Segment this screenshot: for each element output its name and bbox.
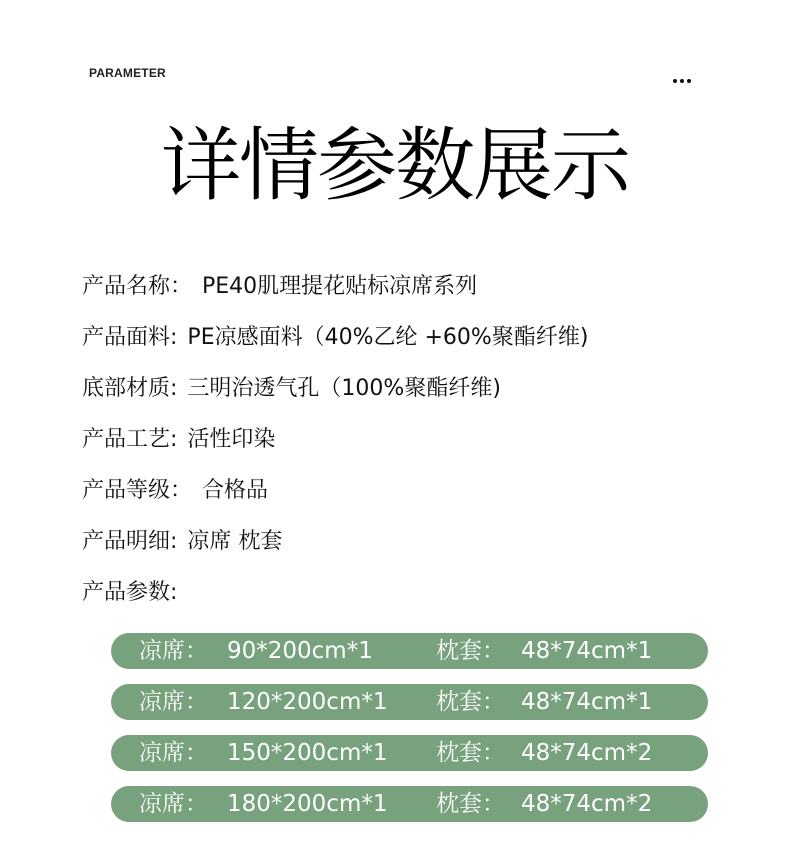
mat-size: 120*200cm*1 bbox=[227, 689, 388, 715]
spec-value: 活性印染 bbox=[187, 426, 276, 452]
spec-label: 产品工艺: bbox=[82, 426, 178, 452]
spec-row-grade bbox=[82, 465, 742, 516]
spec-value: PE40肌理提花贴标凉席系列 bbox=[202, 273, 478, 299]
pillow-size: 48*74cm*1 bbox=[521, 638, 653, 664]
mat-label: 凉席： bbox=[139, 689, 208, 715]
mat-size: 180*200cm*1 bbox=[227, 791, 388, 817]
spec-value: 合格品 bbox=[202, 477, 269, 503]
size-options bbox=[111, 633, 708, 837]
mat-label: 凉席： bbox=[139, 638, 208, 664]
spec-row-name bbox=[82, 261, 742, 312]
section-kicker: PARAMETER bbox=[89, 66, 166, 80]
spec-label: 产品明细: bbox=[82, 528, 178, 554]
pillow-label: 枕套： bbox=[436, 791, 505, 817]
spec-row-process bbox=[82, 414, 742, 465]
pillow-label: 枕套： bbox=[436, 638, 505, 664]
more-dot bbox=[687, 79, 691, 83]
page-title: 详情参数展示 bbox=[161, 119, 629, 212]
spec-list bbox=[82, 261, 742, 618]
size-option-pill[interactable] bbox=[111, 786, 708, 822]
size-option-pill[interactable] bbox=[111, 684, 708, 720]
mat-size: 90*200cm*1 bbox=[227, 638, 373, 664]
mat-label: 凉席： bbox=[139, 791, 208, 817]
spec-row-contents bbox=[82, 516, 742, 567]
pillow-label: 枕套： bbox=[436, 689, 505, 715]
pillow-size: 48*74cm*1 bbox=[521, 689, 653, 715]
spec-label: 产品参数: bbox=[82, 579, 178, 605]
spec-row-fabric bbox=[82, 312, 742, 363]
spec-value: PE凉感面料（40%乙纶 +60%聚酯纤维) bbox=[187, 324, 589, 350]
spec-row-bottom-material bbox=[82, 363, 742, 414]
more-dot bbox=[680, 79, 684, 83]
size-option-pill[interactable] bbox=[111, 735, 708, 771]
spec-row-parameters bbox=[82, 567, 742, 618]
pillow-size: 48*74cm*2 bbox=[521, 740, 653, 766]
size-option-pill[interactable] bbox=[111, 633, 708, 669]
spec-value: 凉席 枕套 bbox=[187, 528, 283, 554]
pillow-size: 48*74cm*2 bbox=[521, 791, 653, 817]
more-horizontal-icon[interactable] bbox=[673, 76, 699, 86]
spec-label: 底部材质: bbox=[82, 375, 178, 401]
spec-label: 产品面料: bbox=[82, 324, 178, 350]
spec-label: 产品等级： bbox=[82, 477, 193, 503]
spec-value: 三明治透气孔（100%聚酯纤维) bbox=[187, 375, 501, 401]
spec-label: 产品名称： bbox=[82, 273, 193, 299]
mat-label: 凉席： bbox=[139, 740, 208, 766]
pillow-label: 枕套： bbox=[436, 740, 505, 766]
more-dot bbox=[673, 79, 677, 83]
mat-size: 150*200cm*1 bbox=[227, 740, 388, 766]
